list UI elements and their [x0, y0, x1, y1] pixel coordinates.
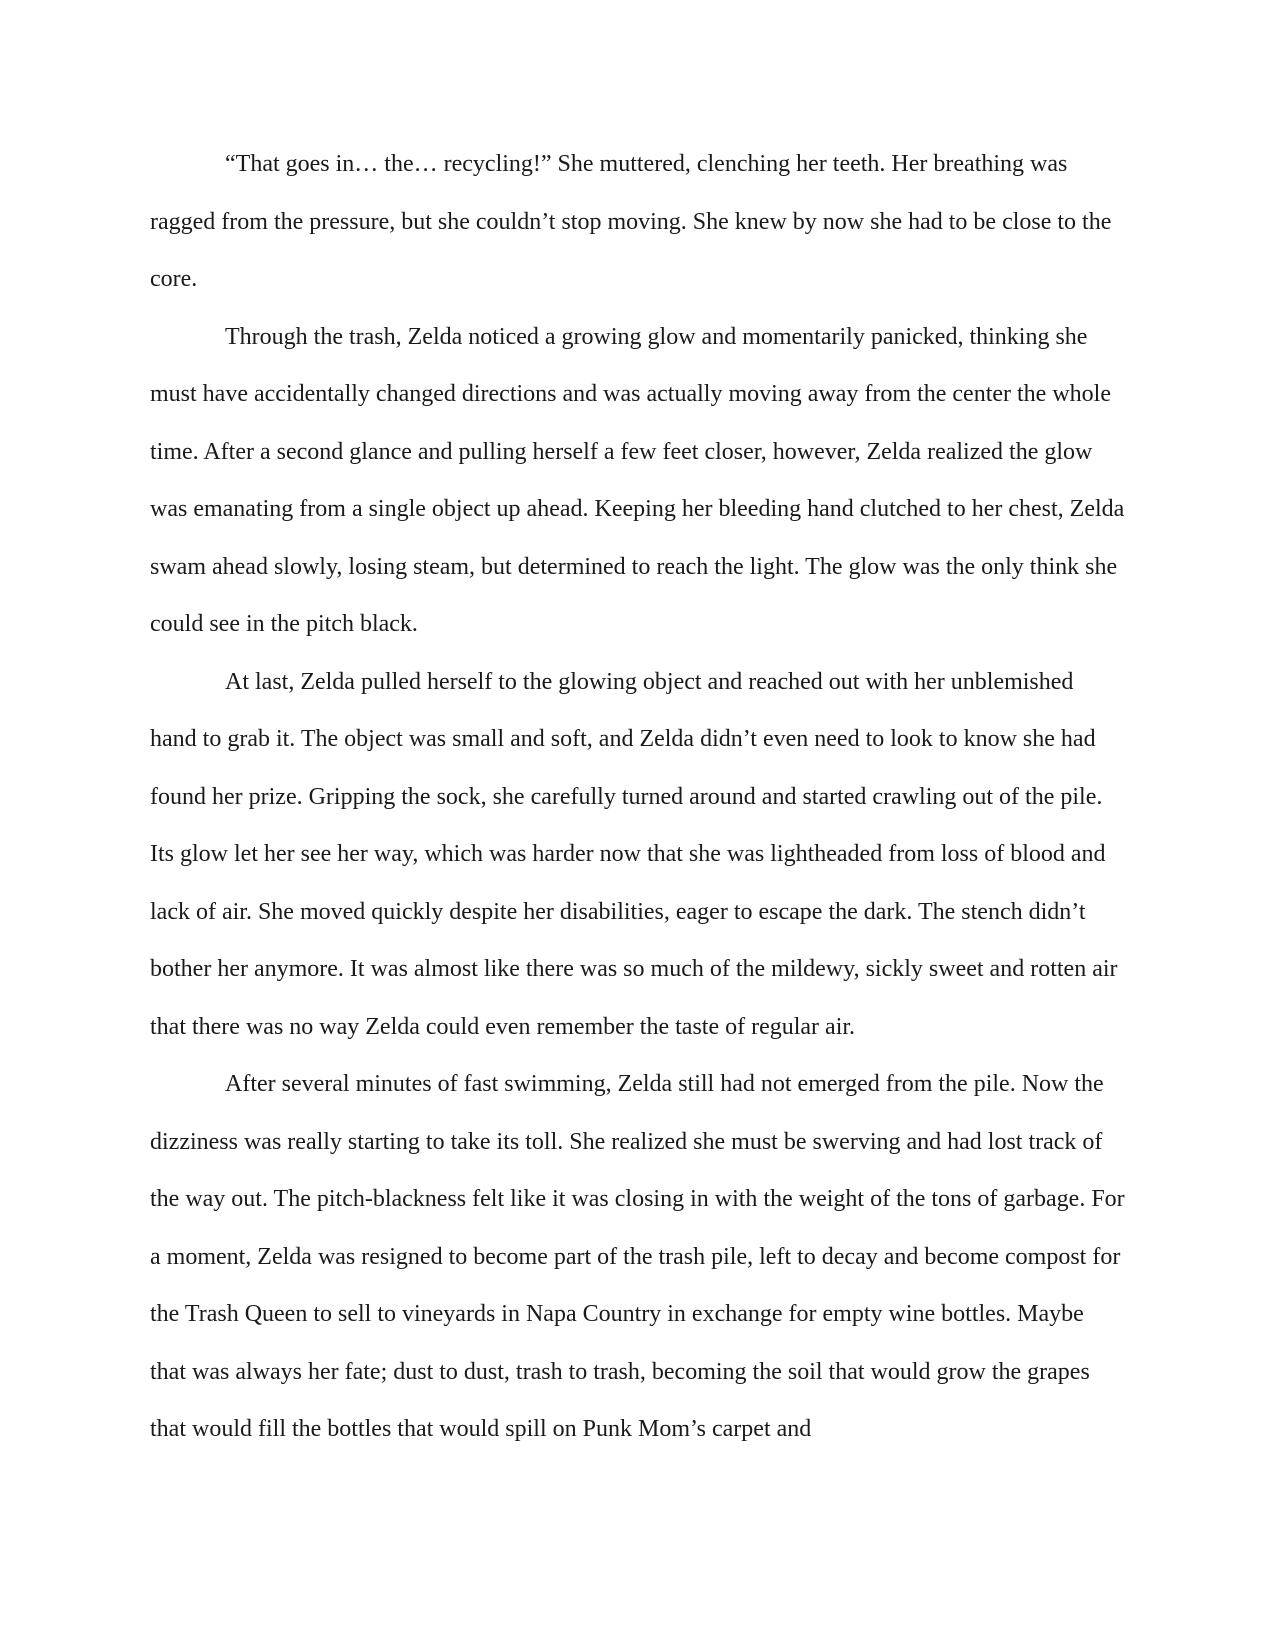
paragraph-recycling: “That goes in… the… recycling!” She muttered, clenching her teeth. Her breathing was ragged from the pressure, but she couldn’t stop moving. She knew by now she had to be close to the core. [150, 151, 1112, 292]
document-body [150, 136, 1125, 1459]
paragraph-dizziness: After several minutes of fast swimming, Zelda still had not emerged from the pile. Now the dizziness was really starting to take its toll. She realized she must be swerving and had lost track of the way out. The pitch-blackness felt like it was closing in with the weight of the tons of garbage. For a moment, Zelda was resigned to become part of the trash pile, left to decay and become compost for the Trash Queen to sell to vineyards in Napa Country in exchange for empty wine bottles. Maybe that was always her fate; dust to dust, trash to trash, becoming the soil that would grow the grapes that would fill the bottles that would spill on Punk Mom’s carpet and [150, 1071, 1125, 1442]
paragraph-glowing-object: At last, Zelda pulled herself to the glowing object and reached out with her unblemished hand to grab it. The object was small and soft, and Zelda didn’t even need to look to know she had found her prize. Gripping the sock, she carefully turned around and started crawling out of the pile. Its glow let her see her way, which was harder now that she was lightheaded from loss of blood and lack of air. She moved quickly despite her disabilities, eager to escape the dark. The stench didn’t bother her anymore. It was almost like there was so much of the mildewy, sickly sweet and rotten air that there was no way Zelda could even remember the taste of regular air. [150, 668, 1118, 1040]
paragraph-growing-glow: Through the trash, Zelda noticed a growing glow and momentarily panicked, thinking she must have accidentally changed directions and was actually moving away from the center the whole time. After a second glance and pulling herself a few feet closer, however, Zelda realized the glow was emanating from a single object up ahead. Keeping her bleeding hand clutched to her chest, Zelda swam ahead slowly, losing steam, but determined to reach the light. The glow was the only think she could see in the pitch black. [150, 323, 1125, 637]
